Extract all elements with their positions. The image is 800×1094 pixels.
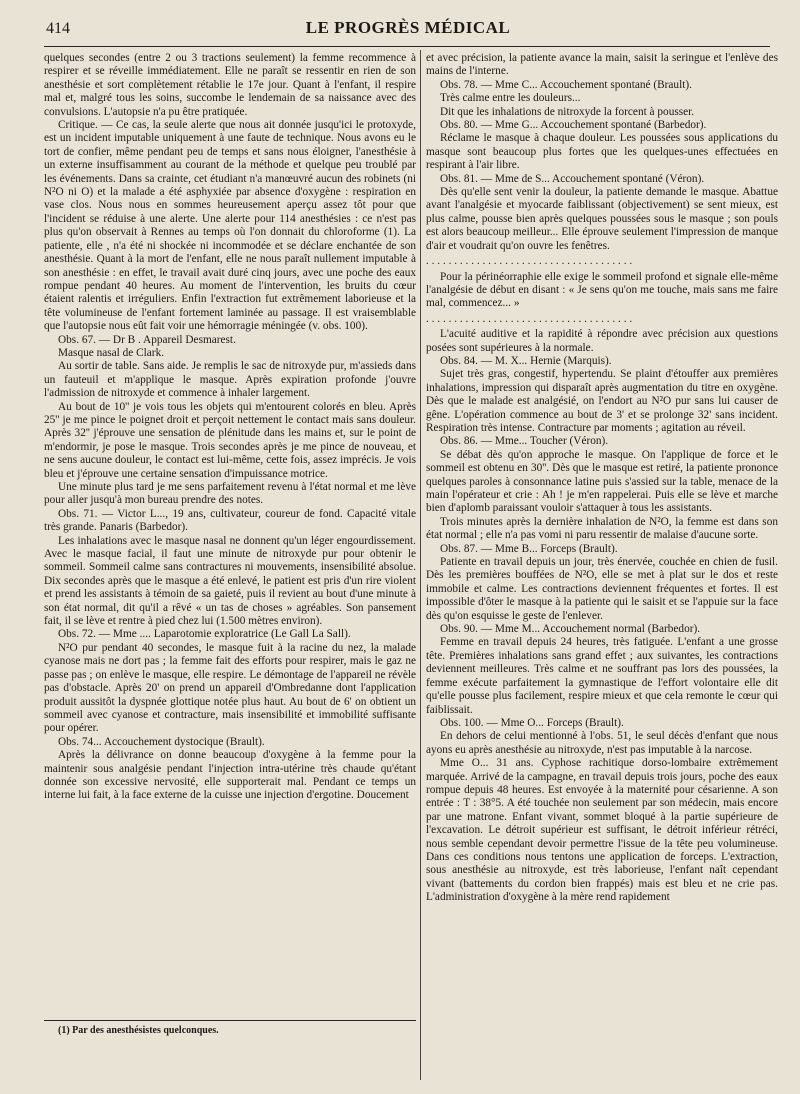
paragraph: Une minute plus tard je me sens parfaitement revenu à l'état normal et me lève pour aller jusqu'à mon bureau prendre des notes.: [44, 481, 416, 507]
paragraph: Dès qu'elle sent venir la douleur, la patiente demande le masque. Abattue avant l'analgésie et myocarde faiblissant (objectivement) se sent mieux, est plus calme, pousse bien après quelques poussées sous le masque ; son pouls est alors beaucoup meilleur... Elle éprouve seulement l'impression de manque d'air et voudrait qu'on ouvre les fenêtres.: [426, 186, 778, 252]
paragraph: Après la délivrance on donne beaucoup d'oxygène à la femme pour la maintenir sous analgésie pendant l'injection intra-utérine très chaude qu'étant donnée son excessive nervosité, elle supporterait mal. Pendant ce temps un interne lui fait, à la face externe de la cuisse une injection d'ergotine. Doucement: [44, 749, 416, 802]
page-header: [46, 18, 770, 44]
obs-heading: Obs. 78. — Mme C... Accouchement spontané (Brault).: [440, 78, 692, 91]
obs-heading: Obs. 67. — Dr B . Appareil Desmarest.: [58, 333, 236, 346]
running-title: LE PROGRÈS MÉDICAL: [305, 18, 511, 37]
obs-heading: Obs. 100. — Mme O... Forceps (Brault).: [440, 716, 624, 729]
obs-heading: Obs. 72. — Mme .... Laparotomie exploratrice (Le Gall La Sall).: [58, 628, 351, 641]
paragraph: et avec précision, la patiente avance la main, saisit la seringue et l'enlève des mains de l'interne.: [426, 52, 778, 78]
right-column: [426, 52, 778, 1072]
column-divider: [420, 50, 421, 1080]
paragraph: Se débat dès qu'on approche le masque. On l'applique de force et le sommeil est obtenu en 30''. Dès que le masque est retiré, la patiente prononce quelques paroles à consonnance latine puis s'assied sur la table, menace de la main l'opérateur et crie : Ah ! je m'en rappelerai. Puis elle se lève et marche bien d'aplomb paraissant vouloir s'attaquer à tous les assistants.: [426, 448, 778, 515]
ellipsis-dots: . . . . . . . . . . . . . . . . . . . . . . . . . . . . . . . . . . . . .: [426, 312, 633, 325]
paragraph: N²O pur pendant 40 secondes, le masque fuit à la racine du nez, la malade cyanose mais ne dort pas ; la femme fait des efforts pour respirer, mais le gaz ne passe pas ; on enlève le masque, elle respire. Le démontage de l'appareil ne révèle pas d'obstacle. Après 20' on prend un appareil d'Ombredanne dont l'application produit aussitôt la dyspnée glottique notée plus haut. Au bout de 6' on obtient un sommeil avec cyanose et contracture, mais insensibilité et immobilité suffisante pour opérer.: [44, 641, 416, 735]
header-rule: [44, 46, 770, 47]
obs-heading: Obs. 90. — Mme M... Accouchement normal (Barbedor).: [440, 623, 701, 636]
paragraph: Les inhalations avec le masque nasal ne donnent qu'un léger engourdissement. Avec le masque facial, il faut une minute de nitroxyde pur pour obtenir le sommeil. Sommeil calme sans contractures ni mouvements, insensibilité absolue. Dix secondes après que le masque a été enlevé, le patient est pris d'un rire violent et prend les assistants à témoin de sa gaieté, puis il revient au bout d'une minute à son état normal, dit qu'il a rêvé « un tas de choses » agréables. Son pansement fait, il se lève et rentre à pied chez lui (1.500 mètres environ).: [44, 534, 416, 628]
paragraph: Très calme entre les douleurs...: [440, 92, 581, 105]
paragraph: Pour la périnéorraphie elle exige le sommeil profond et signale elle-même l'analgésie de début en disant : « Je sens qu'on me touche, mais sans me faire mal, commencez... »: [426, 270, 778, 310]
paragraph: Au bout de 10'' je vois tous les objets qui m'entourent colorés en bleu. Après 25'' je me pince le poignet droit et perçoit nettement le contact mais sans douleur. Après 32'' j'éprouve une sensation de plénitude dans les mains et, sur le point de m'endormir, je pose le masque. Trois secondes après je me pince de nouveau, et ne sens aucune douleur, le contact est lui-même, cette fois, assez imprécis. Je vois bleu et j'éprouve une certaine sensation d'impuissance motrice.: [44, 400, 416, 480]
obs-heading: Obs. 86. — Mme... Toucher (Véron).: [440, 435, 609, 448]
footnote-rule: [44, 1020, 416, 1021]
obs-heading: Obs. 71. — Victor L..., 19 ans, cultivateur, coureur de fond. Capacité vitale très grande. Panaris (Barbedor).: [44, 507, 416, 534]
obs-heading: Obs. 87. — Mme B... Forceps (Brault).: [440, 542, 618, 555]
paragraph: En dehors de celui mentionné à l'obs. 51, le seul décès d'enfant que nous ayons eu après anesthésie au nitroxyde, n'est pas imputable à la narcose.: [426, 730, 778, 756]
paragraph: quelques secondes (entre 2 ou 3 tractions seulement) la femme recommence à respirer et se réveille immédiatement. Elle ne paraît se ressentir en rien de son anesthésie et sort complètement rétablie le 17e jour. Quant à l'enfant, il respire mal et, malgré tous les soins, succombe le lendemain de sa naissance avec des convulsions. L'autopsie n'a pu être pratiquée.: [44, 52, 416, 118]
paragraph: Patiente en travail depuis un jour, très énervée, couchée en chien de fusil. Dès les premières bouffées de N²O, elle se met à plat sur le dos et reste immobile et calme. Les contractions deviennent fréquentes et fortes. Il est impossible d'ôter le masque à la patiente qui le saisit et se l'appuie sur la face dès qu'on esquisse le geste de l'enlever.: [426, 556, 778, 622]
ellipsis-dots: . . . . . . . . . . . . . . . . . . . . . . . . . . . . . . . . . . . . .: [426, 255, 633, 268]
obs-heading: Obs. 84. — M. X... Hernie (Marquis).: [440, 354, 612, 367]
paragraph: Réclame le masque à chaque douleur. Les poussées sous applications du masque sont beaucoup plus fortes que les quelques-unes effectuées en respirant à l'air libre.: [426, 132, 778, 172]
page-number: 414: [46, 20, 70, 37]
obs-heading: Obs. 80. — Mme G... Accouchement spontané (Barbedor).: [440, 119, 707, 132]
paragraph: Mme O... 31 ans. Cyphose rachitique dorso-lombaire extrêmement marquée. Arrivé de la campagne, en travail depuis trois jours, poche des eaux rompue depuis 48 heures. Est envoyée à la maternité pour césarienne. A son entrée : T : 38°5. A été touchée non seulement par son médecin, mais encore par une matrone. Enfant vivant, sommet bloqué à la partie supérieure de l'excavation. Le détroit supérieur est suffisant, le détroit inférieur rétréci, nous semble cependant devoir permettre l'issue de la tête peu volumineuse. Dans ces conditions nous tentons une application de forceps. L'extraction, sous anesthésie au nitroxyde, est très laborieuse, l'enfant naît cependant vivant (battements du cordon bien frappés) mais est bleu et ne crie pas. L'administration d'oxygène à la mère rend rapidement: [426, 757, 778, 904]
footnote: (1) Par des anesthésistes quelconques.: [58, 1025, 219, 1036]
obs-heading: Obs. 74... Accouchement dystocique (Brault).: [58, 735, 265, 748]
paragraph: Sujet très gras, congestif, hypertendu. Se plaint d'étouffer aux premières inhalations, impression qui disparaît après augmentation du titre en oxygène. Dès que le malade est analgésié, on l'endort au N²O pur sans lui causer de gêne. L'opération commence au bout de 3' et se prolonge 32' sans incident. Respiration très intense. Contracture par moments ; agitation au réveil.: [426, 368, 778, 434]
paragraph: Trois minutes après la dernière inhalation de N²O, la femme est dans son état normal ; elle n'a pas vomi ni paru ressentir de malaise d'aucune sorte.: [426, 515, 778, 542]
paragraph: L'acuité auditive et la rapidité à répondre avec précision aux questions posées sont supérieures à la normale.: [426, 328, 778, 354]
obs-heading: Obs. 81. — Mme de S... Accouchement spontané (Véron).: [440, 172, 705, 185]
paragraph: Au sortir de table. Sans aide. Je remplis le sac de nitroxyde pur, m'assieds dans un fauteuil et m'applique le masque. Après expiration profonde j'ouvre l'admission de nitroxyde et commence à inhaler largement.: [44, 360, 416, 400]
paragraph: Critique. — Ce cas, la seule alerte que nous ait donnée jusqu'ici le protoxyde, est un incident imputable uniquement à une faute de technique. Nous avons eu le tort de confier, même pendant peu de temps et sans nous éloigner, l'anesthésie à un externe insuffisamment au courant de la méthode et quelque peu troublé par les événements. Dans sa crainte, cet étudiant n'a manœuvré aucun des robinets (ni N²O ni O) et la malade a été asphyxiée par absence d'oxygène : respiration en vase clos. Nous nous en sommes heureusement aperçu assez tôt pour que l'incident se réduise à une alerte. Une alerte pour 114 anesthésies : ce n'est pas plus qu'on observait à Rennes au temps où l'on donnait du chloroforme (1). La patiente, elle , n'a été ni shockée ni incommodée et se déclare enchantée de son anesthésie. Quant à la mort de l'enfant, elle ne nous paraît nullement imputable à son anesthésie : en effet, le travail avait duré cinq jours, avec une poche des eaux rompue pendant 40 heures. Au moment de l'intervention, les bruits du cœur étaient ralentis et irréguliers. Enfin l'extraction fut extrêmement laborieuse et la tête volumineuse de l'enfant fortement laminée au passage. Il est vraisemblable que l'autopsie nous eût fait voir une hémorragie méningée (v. obs. 100).: [44, 119, 416, 333]
left-column: [44, 52, 416, 1027]
paragraph: Dit que les inhalations de nitroxyde la forcent à pousser.: [440, 105, 695, 118]
paragraph: Masque nasal de Clark.: [58, 346, 165, 359]
paragraph: Femme en travail depuis 24 heures, très fatiguée. L'enfant a une grosse tête. Premières inhalations sans grand effet ; aux suivantes, les contractions deviennent meilleures. Très calme et ne souffrant pas lors des poussées, la femme exécute parfaitement la gymnastique de l'effort volontaire elle dit qu'elle pousse plus facilement, respire mieux et que cela remonte le cœur qui faiblissait.: [426, 636, 778, 716]
